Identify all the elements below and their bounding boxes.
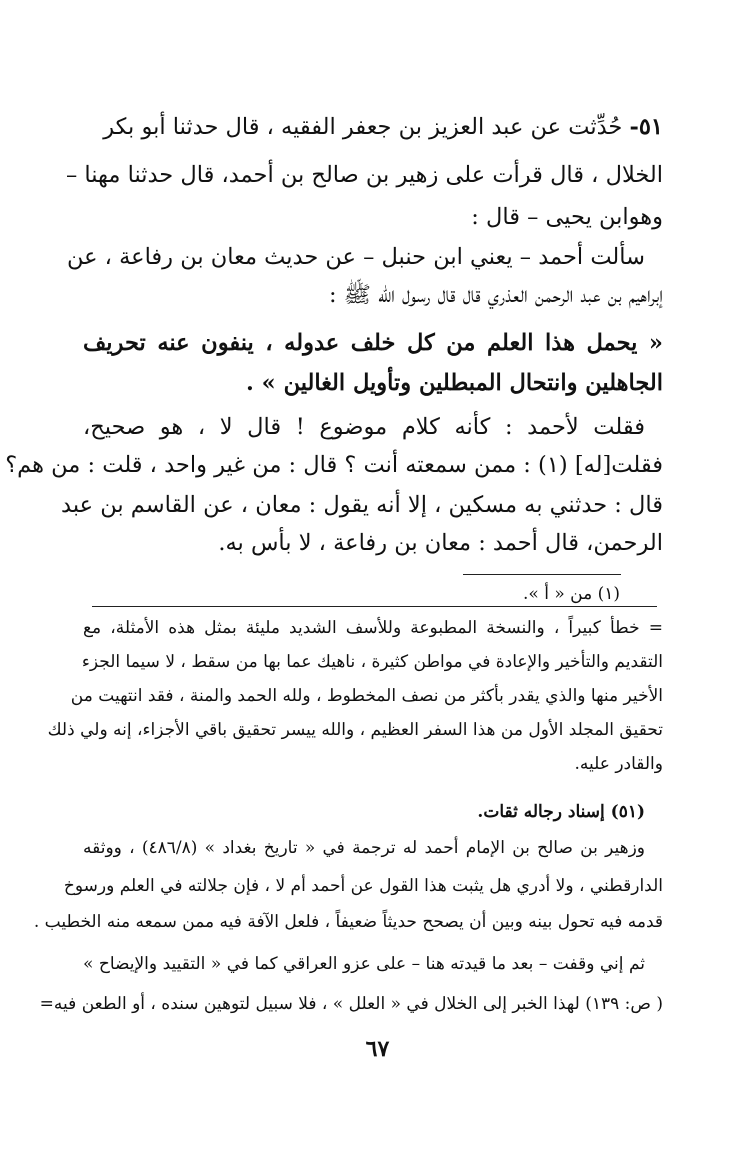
- hadith-51-line-1-text: حُدِّثت عن عبد العزيز بن جعفر الفقيه ، قال حدثنا أبو بكر: [103, 114, 623, 140]
- footnote-continuation-line-3: الأخير منها والذي يقدر بأكثر من نصف المخطوط ، ولله الحمد والمنة ، فقد انتهيت من: [70, 686, 663, 706]
- footnote-divider-long: [92, 606, 657, 607]
- hadith-51-line-5: إبراهيم بن عبد الرحمن العذري قال قال رسول الله ﷺ :: [329, 282, 663, 308]
- footnote-51-line-5: ( ص: ١٣٩) لهذا الخبر إلى الخلال في « العلل » ، فلا سبيل لتوهين سنده ، أو الطعن فيه=: [39, 994, 663, 1014]
- footnote-continuation-line-1: = خطأ كبيراً ، والنسخة المطبوعة وللأسف الشديد مليئة بمثل هذه الأمثلة، مع: [83, 618, 663, 638]
- footnote-continuation-line-4: تحقيق المجلد الأول من هذا السفر العظيم ، والله ييسر تحقيق باقي الأجزاء، إنه ولي ذلك: [47, 720, 663, 740]
- footnote-51-heading: (٥١) إسناد رجاله ثقات.: [477, 802, 645, 822]
- footnote-continuation-line-2: التقديم والتأخير والإعادة في مواطن كثيرة ، ناهيك عما بها من سقط ، لا سيما الجزء: [81, 652, 663, 672]
- footnote-continuation-line-5: والقادر عليه.: [574, 754, 663, 774]
- footnote-divider-short: [463, 574, 621, 575]
- hadith-text-line-2: الجاهلين وانتحال المبطلين وتأويل الغالين » .: [246, 370, 663, 396]
- hadith-51-line-11: الرحمن، قال أحمد : معان بن رفاعة ، لا بأس به.: [218, 530, 663, 556]
- page-number: ٦٧: [365, 1036, 390, 1062]
- hadith-51-line-8: فقلت لأحمد : كأنه كلام موضوع ! قال لا ، هو صحيح،: [83, 414, 645, 440]
- hadith-51-line-10: قال : حدثني به مسكين ، إلا أنه يقول : معان ، عن القاسم بن عبد: [61, 492, 663, 518]
- hadith-51-line-9: فقلت[له] (١) : ممن سمعته أنت ؟ قال : من غير واحد ، قلت : من هم؟: [5, 452, 663, 478]
- hadith-51-line-2: الخلال ، قال قرأت على زهير بن صالح بن أحمد، قال حدثنا مهنا –: [65, 162, 663, 188]
- footnote-51-line-3: قدمه فيه تحول بينه وبين أن يصحح حديثاً ضعيفاً ، فلعل الآفة فيه ممن سمعه منه الخطيب .: [33, 912, 663, 932]
- hadith-51-line-1: [83, 110, 663, 144]
- hadith-51-line-3: وهوابن يحيى – قال :: [471, 204, 663, 230]
- footnote-51-line-1: وزهير بن صالح بن الإمام أحمد له ترجمة في « تاريخ بغداد » (٤٨٦/٨) ، ووثقه: [83, 838, 645, 858]
- footnote-51-line-2: الدارقطني ، ولا أدري هل يثبت هذا القول عن أحمد أم لا ، فإن جلالته في العلم ورسوخ: [63, 876, 663, 896]
- hadith-text-line-1: « يحمل هذا العلم من كل خلف عدوله ، ينفون عنه تحريف: [83, 330, 663, 356]
- footnote-1: (١) من « أ ».: [522, 584, 620, 604]
- footnote-51-line-4: ثم إني وقفت – بعد ما قيدته هنا – على عزو العراقي كما في « التقييد والإيضاح »: [83, 954, 645, 974]
- hadith-51-line-4: سألت أحمد – يعني ابن حنبل – عن حديث معان بن رفاعة ، عن: [66, 244, 645, 270]
- hadith-number: ٥١-: [629, 114, 663, 140]
